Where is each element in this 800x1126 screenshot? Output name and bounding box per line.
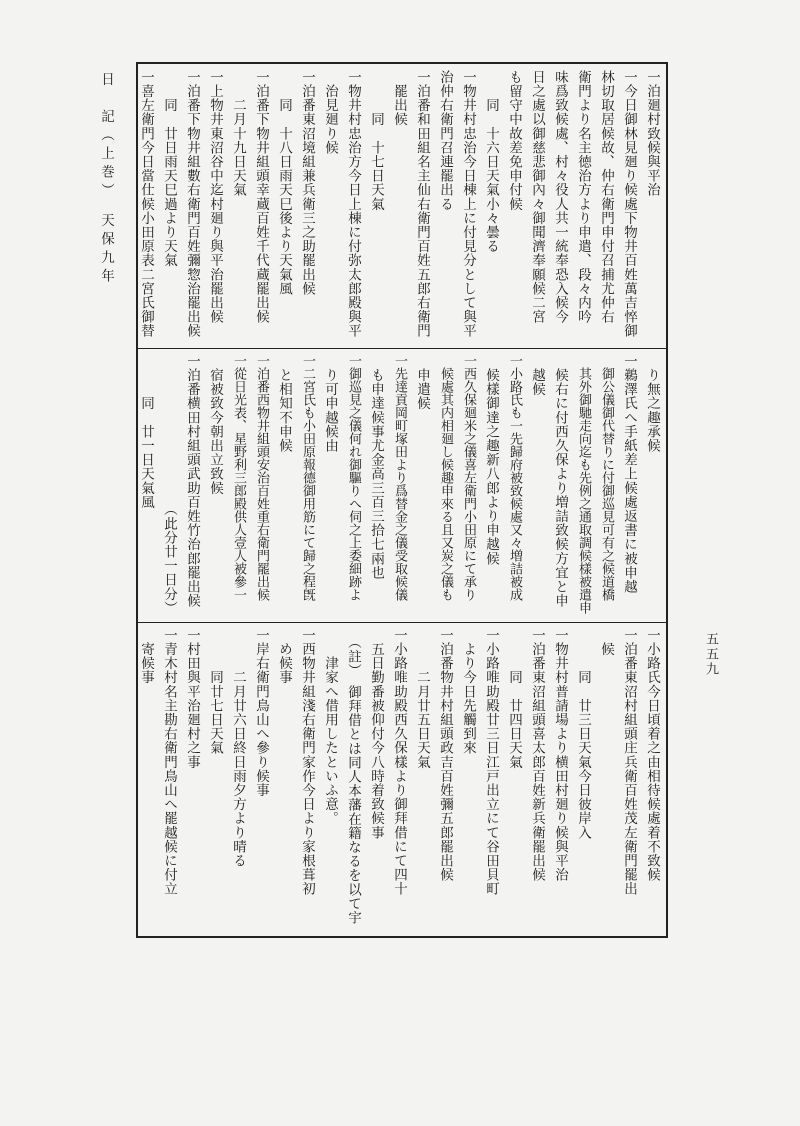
text-column: 二月廿五日天氣 <box>414 628 430 769</box>
text-column: 一西物井組淺右衛門家作今日より家根葺初 <box>299 628 315 896</box>
text-column: 一從日光表、星野利三郎殿供人壹人被參一 <box>231 354 246 601</box>
text-column: 一今日御林見廻り候處下物井百姓萬吉悴御 <box>621 70 637 338</box>
text-column: 一二宮氏も小田原報德御用筋にて歸之程旣 <box>300 354 315 601</box>
text-column: 同 十八日雨天巳後より天氣風 <box>276 70 292 296</box>
text-column: 同 廿一日天氣風 <box>138 354 154 510</box>
text-column: 治仲右衛門召連罷出る <box>437 70 453 211</box>
text-column: 一鵜澤氏へ手紙差上候處返書に被申越 <box>621 354 637 594</box>
text-column: 同 十七日天氣 <box>368 70 384 211</box>
text-column: 同廿七日天氣 <box>207 628 223 755</box>
text-column: 治見廻り候 <box>322 70 338 155</box>
text-column: 二月廿六日終日雨夕方より晴る <box>230 628 246 868</box>
text-column: り無之趣承候 <box>644 354 660 453</box>
text-column: 一物井村普請場より横田村廻り候與平治 <box>552 628 568 882</box>
text-column: 寄候事 <box>138 628 154 685</box>
text-column: 候處其内相廻し候趣申來る且又炭之儀も <box>438 354 453 601</box>
text-column: と相知不申候 <box>276 354 292 453</box>
text-column: 二月十九日天氣 <box>230 70 246 197</box>
text-column: り可申越候由 <box>322 354 338 453</box>
upper-tier <box>138 70 662 344</box>
text-column: 津家へ借用したといふ意。 <box>322 628 338 826</box>
text-column: 一物井村忠治方今日上棟に付弥太郎殿與平 <box>345 70 361 338</box>
text-column: 同 廿日雨天巳過より天氣 <box>161 70 177 268</box>
text-column: 一泊廻村致候與平治 <box>644 70 660 197</box>
text-column: （註） 御拜借とは同人本藩在籍なるを以て宇 <box>345 628 361 925</box>
text-column: 一泊番物井村組頭政吉百姓彌五郎罷出候 <box>437 628 453 882</box>
text-column: 衛門より名主徳治方より申遣、段々内吟 <box>575 70 591 324</box>
text-column: 一小路氏今日頃着之由相待候處着不致候 <box>644 628 660 882</box>
text-column: より今日先觸到來 <box>460 628 476 755</box>
text-column: 其外御馳走向迄も先例之通取調候樣被遣申 <box>576 354 591 614</box>
tier-divider <box>138 622 666 623</box>
text-column: 一上物井東沼谷中迄村廻り與平治罷出候 <box>207 70 223 324</box>
text-column: 候右に付西久保より増詰致候方宜と申 <box>552 354 568 608</box>
text-column: 御公儀御代替りに付御巡見可有之候道橋 <box>599 354 614 601</box>
text-column: 一小路唯助殿西久保樣より御拜借にて四十 <box>391 628 407 896</box>
text-column: 一小路唯助殿廿三日江戸出立にて谷田貝町 <box>483 628 499 896</box>
text-column: 一泊番東沼境組兼兵衛三之助罷出候 <box>299 70 315 296</box>
text-column: も留守中故差免申付候 <box>506 70 522 211</box>
text-column: 申遣候 <box>414 354 430 411</box>
text-column: 一青木村名主勘右衛門鳥山へ罷越候に付立 <box>161 628 177 896</box>
text-column: 一小路氏も一先歸府被致候處又々増詰被成 <box>507 354 522 601</box>
text-column: 同 十六日天氣小々曇る <box>483 70 499 254</box>
text-column: 一泊番東沼村組頭庄兵衛百姓茂左衛門罷出 <box>621 628 637 896</box>
text-column: 一泊番横田村組頭武助百姓竹治郎罷出候 <box>184 354 200 608</box>
lower-tier <box>138 628 662 934</box>
text-column: 同 廿三日天氣今日彼岸入 <box>575 628 591 840</box>
text-column: 林切取居候故、仲右衛門申付召捕尤仲右 <box>598 70 614 324</box>
text-column: 一物井村忠治今日棟上に付見分として與平 <box>460 70 476 338</box>
margin-title: 日 記（上巻） 天保九年 <box>98 72 114 288</box>
text-column: 一先達貢岡町塚田より爲替金之儀受取候儀 <box>392 354 407 601</box>
text-column: 越候 <box>529 354 545 397</box>
text-column: 一泊番下物井組數右衛門百姓彌惣治罷出候 <box>184 70 200 338</box>
text-column: 一泊番下物井組頭幸蔵百姓千代蔵罷出候 <box>253 70 269 324</box>
middle-tier <box>138 354 662 616</box>
text-column: 一村田與平治廻村之事 <box>184 628 200 769</box>
text-column: 一御巡見之儀何れ御驅りへ伺之上委細跡よ <box>346 354 361 601</box>
text-column: 宿被致今朝出立致候 <box>207 354 223 495</box>
text-column: 一喜左衛門今日當仕候小田原表二宮氏御替 <box>138 70 154 338</box>
text-column: （此分廿一日分） <box>161 354 177 616</box>
text-column: 同 廿四日天氣 <box>506 628 522 769</box>
text-column: 五日勤番被仰付今八時着致候事 <box>368 628 384 840</box>
text-column: 一泊番西物井組頭安治百姓重右衛門罷出候 <box>254 354 269 601</box>
text-column: 候樣御達之趣新八郎より申越候 <box>483 354 499 566</box>
text-column: 一泊番東沼組頭喜太郎百姓新兵衛罷出候 <box>529 628 545 882</box>
text-column: 一泊番和田組名主仙右衛門百姓五郎右衛門 <box>414 70 430 338</box>
text-column: 日之處以御慈悲御內々御聞濟奉願候二宮 <box>529 70 545 324</box>
text-column: も申達候事尤金高三百三拾七兩也 <box>368 354 384 580</box>
text-column: 一岸右衛門鳥山へ參り候事 <box>253 628 269 798</box>
text-column: 味爲致候處、村々役人共一統奉恐入候今 <box>552 70 568 324</box>
text-column: 一西久保廻米之儀喜左衛門小田原にて承り <box>461 354 476 601</box>
tier-divider <box>138 348 666 349</box>
text-column: 罷出候 <box>391 70 407 127</box>
text-column: め候事 <box>276 628 292 685</box>
page-number: 五五九 <box>703 632 718 677</box>
text-column: 候 <box>598 628 614 657</box>
text-frame <box>136 62 668 938</box>
